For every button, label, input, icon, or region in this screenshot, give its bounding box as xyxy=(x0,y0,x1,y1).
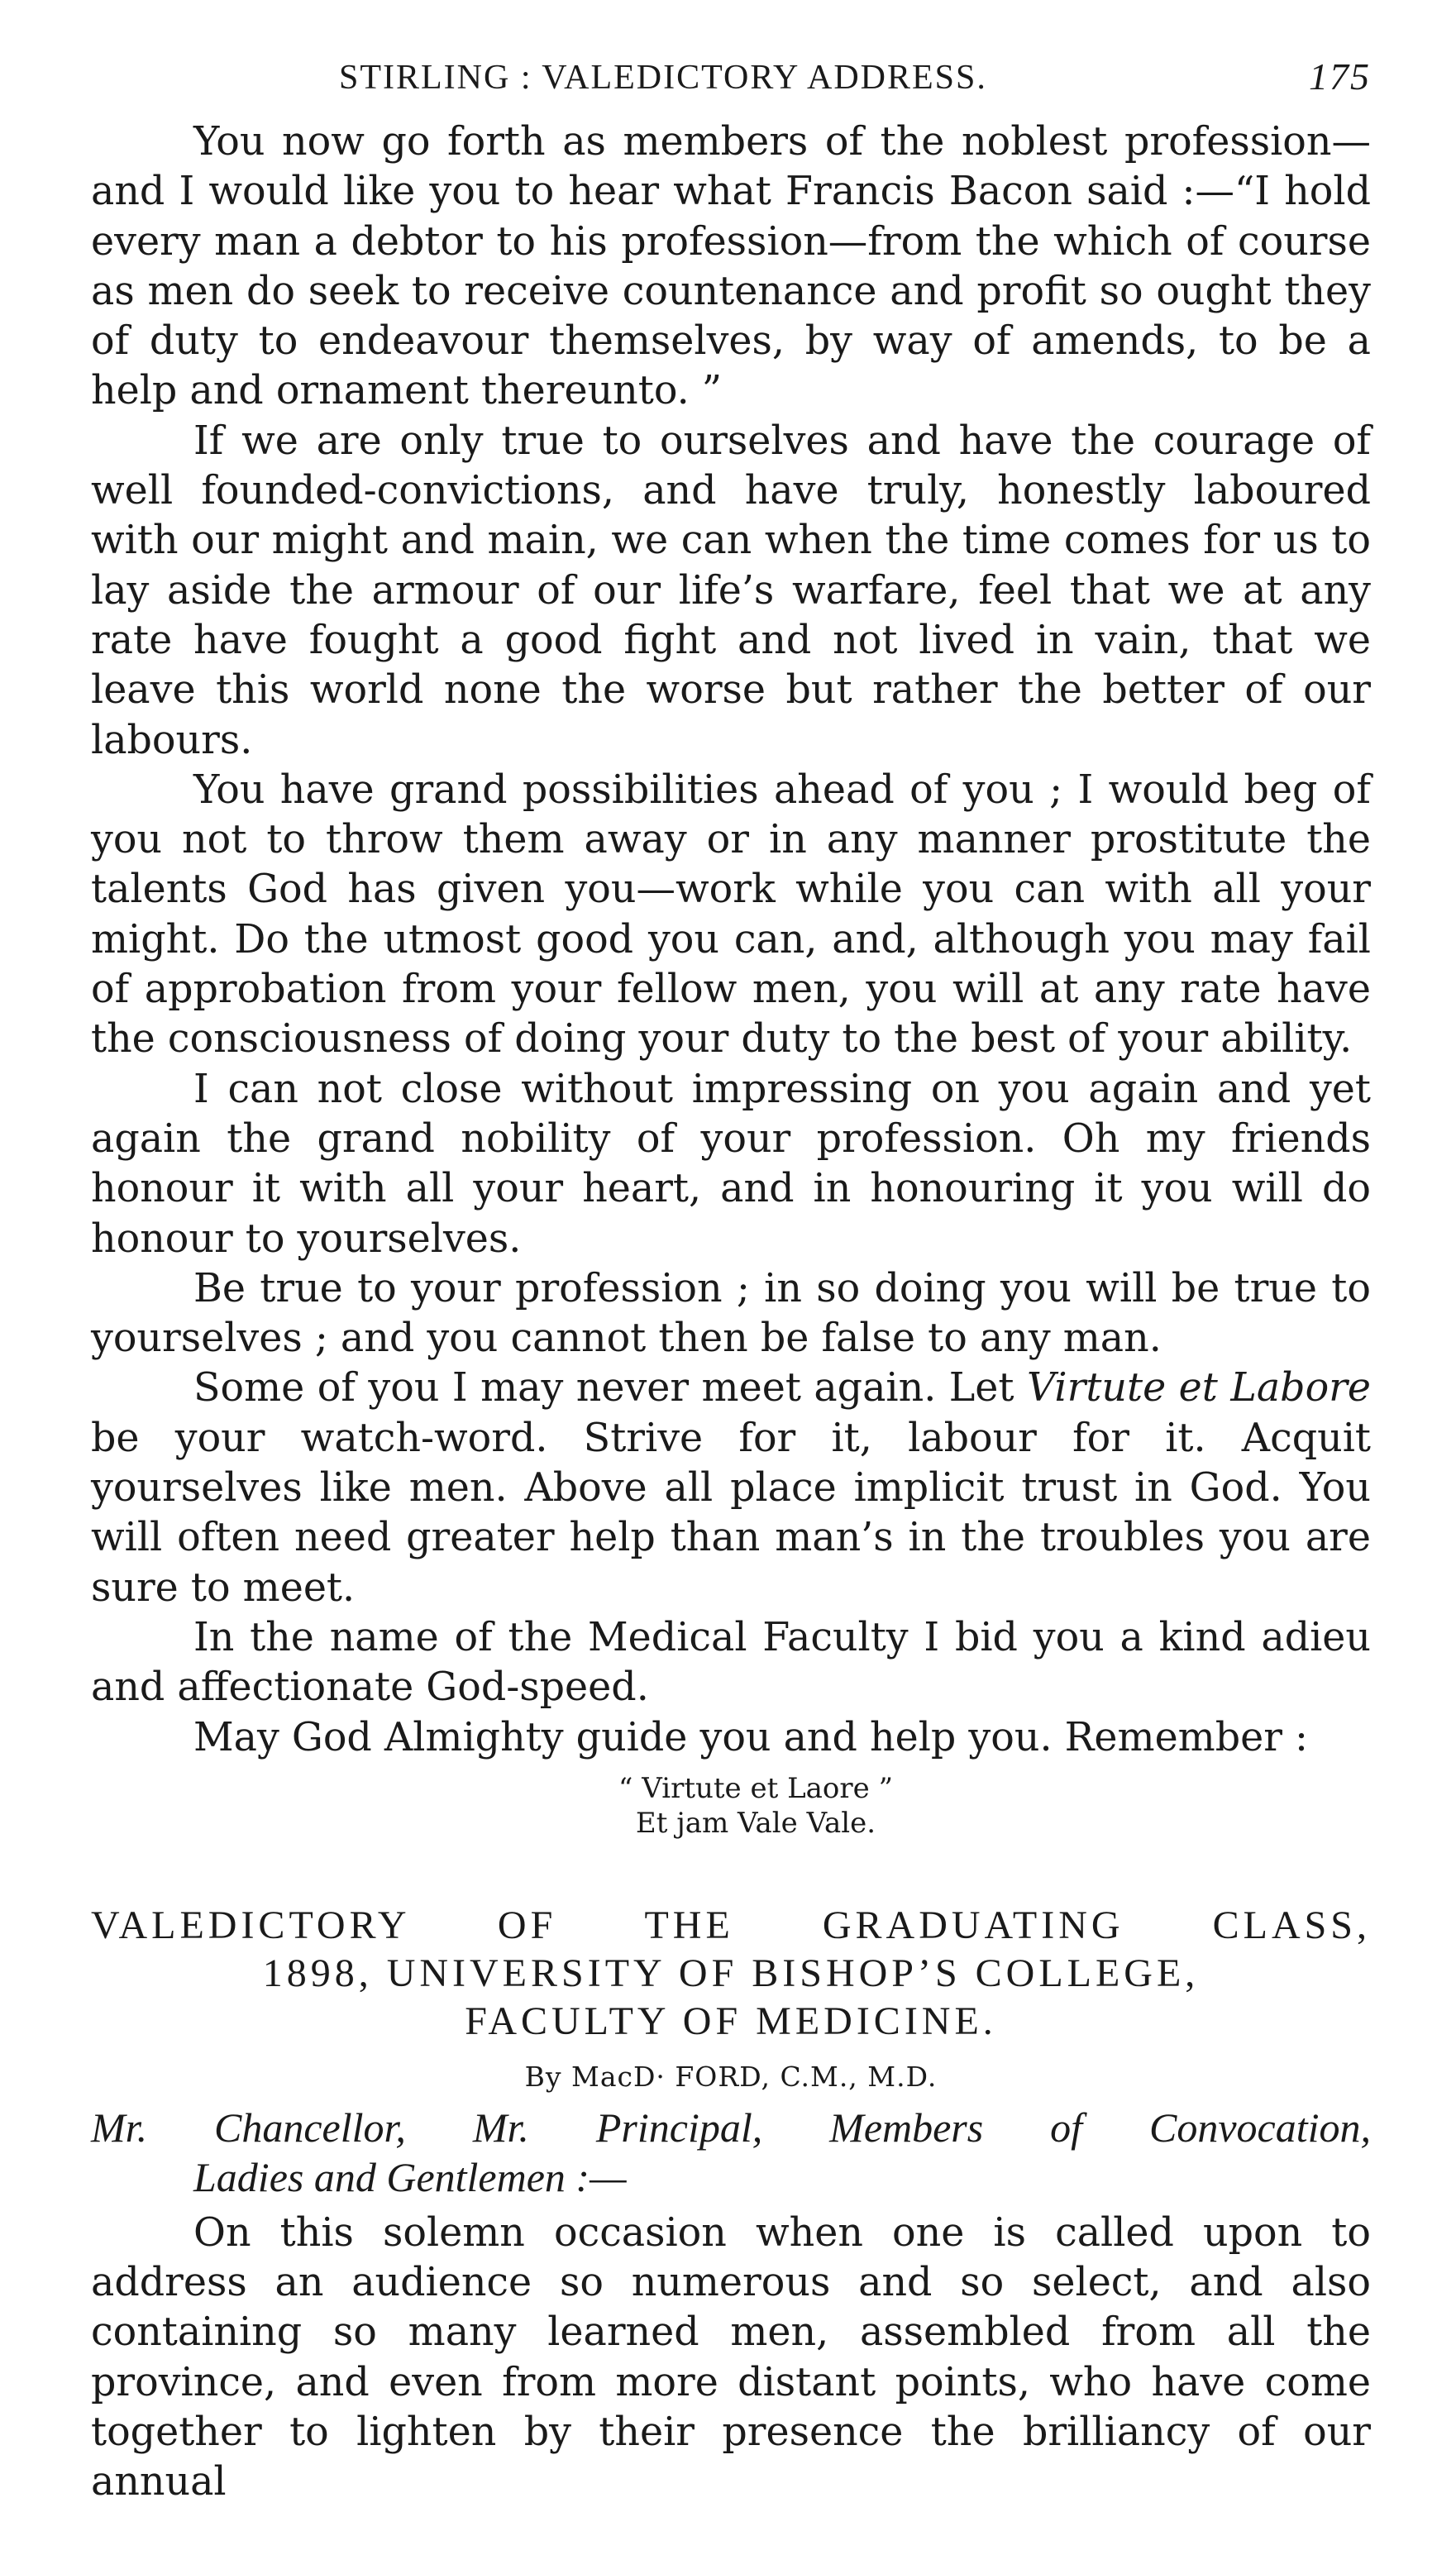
paragraph-nobility: I can not close without impressing on you again and yet again the grand nobility of your profession. Oh my friends honour it with all your heart, and in honouring it you will do honour to yourselves. xyxy=(91,1066,1371,1262)
watchword-motto: Virtute et Labore xyxy=(1026,1365,1371,1411)
section-heading xyxy=(91,1902,1371,2046)
section-heading-line-3: FACULTY OF MEDICINE. xyxy=(465,1999,997,2043)
salutation-line-1: Mr. Chancellor, Mr. Principal, Members of Convocation, xyxy=(91,2104,1371,2151)
author-byline: By MacD· FORD, C.M., M.D. xyxy=(524,2060,938,2093)
paragraph-watchword xyxy=(91,1363,1371,1612)
watchword-text-before: Some of you I may never meet again. Let xyxy=(193,1365,1027,1411)
salutation-line-2: Ladies and Gentlemen :— xyxy=(193,2153,627,2200)
valedictory-body xyxy=(91,2209,1371,2508)
address-body xyxy=(91,117,1371,1763)
section-heading-line-1: VALEDICTORY OF THE GRADUATING CLASS, xyxy=(91,1903,1371,1947)
paragraph-be-true: Be true to your profession ; in so doing you will be true to yourselves ; and you cannot then be false to any man. xyxy=(91,1265,1371,1362)
document-page xyxy=(91,50,1371,2508)
paragraph-remember: May God Almighty guide you and help you. Remember : xyxy=(193,1714,1309,1760)
paragraph-bacon: You now go forth as members of the noblest profession—and I would like you to hear what Francis Bacon said :—“I hold every man a debtor to his profession—from the which of course as men do seek to receive countenance and profit so ought they of duty to endeavour themselves, by way of amends, to be a help and ornament thereunto. ” xyxy=(91,119,1371,414)
paragraph-opening: On this solemn occasion when one is called upon to address an audience so numerous and so select, and also containing so many learned men, assembled from all the province, and even from more distant points, who have come together to lighten by their presence the brilliancy of our annual xyxy=(91,2209,1371,2505)
closing-motto xyxy=(141,1771,1371,1841)
running-header xyxy=(91,50,1371,116)
motto-line-2: Et jam Vale Vale. xyxy=(635,1806,876,1840)
motto-line-1: “ Virtute et Laore ” xyxy=(618,1771,893,1805)
paragraph-courage: If we are only true to ourselves and have the courage of well founded-convictions, and have truly, honestly laboured with our might and main, we can when the time comes for us to lay aside the armour of our life’s warfare, feel that we at any rate have fought a good fight and not lived in vain, that we leave this world none the worse but rather the better of our labours. xyxy=(91,418,1371,763)
page-number: 175 xyxy=(1309,55,1371,98)
section-heading-line-2: 1898, UNIVERSITY OF BISHOP’S COLLEGE, xyxy=(262,1951,1200,1995)
running-title: STIRLING : VALEDICTORY ADDRESS. xyxy=(339,59,987,97)
paragraph-possibilities: You have grand possibilities ahead of you ; I would beg of you not to throw them away or in any manner prostitute the talents God has given you—work while you can with all your might. Do the utmost good you can, and, although you may fail of approbation from your fellow men, you will at any rate have the consciousness of doing your duty to the best of your ability. xyxy=(91,766,1371,1063)
watchword-text-after: be your watch-word. Strive for it, labour for it. Acquit yourselves like men. Above all place implicit trust in God. You will often need greater help than man’s in the troubles you are sure to meet. xyxy=(91,1415,1371,1611)
paragraph-adieu: In the name of the Medical Faculty I bid you a kind adieu and affectionate God-speed. xyxy=(91,1614,1371,1711)
